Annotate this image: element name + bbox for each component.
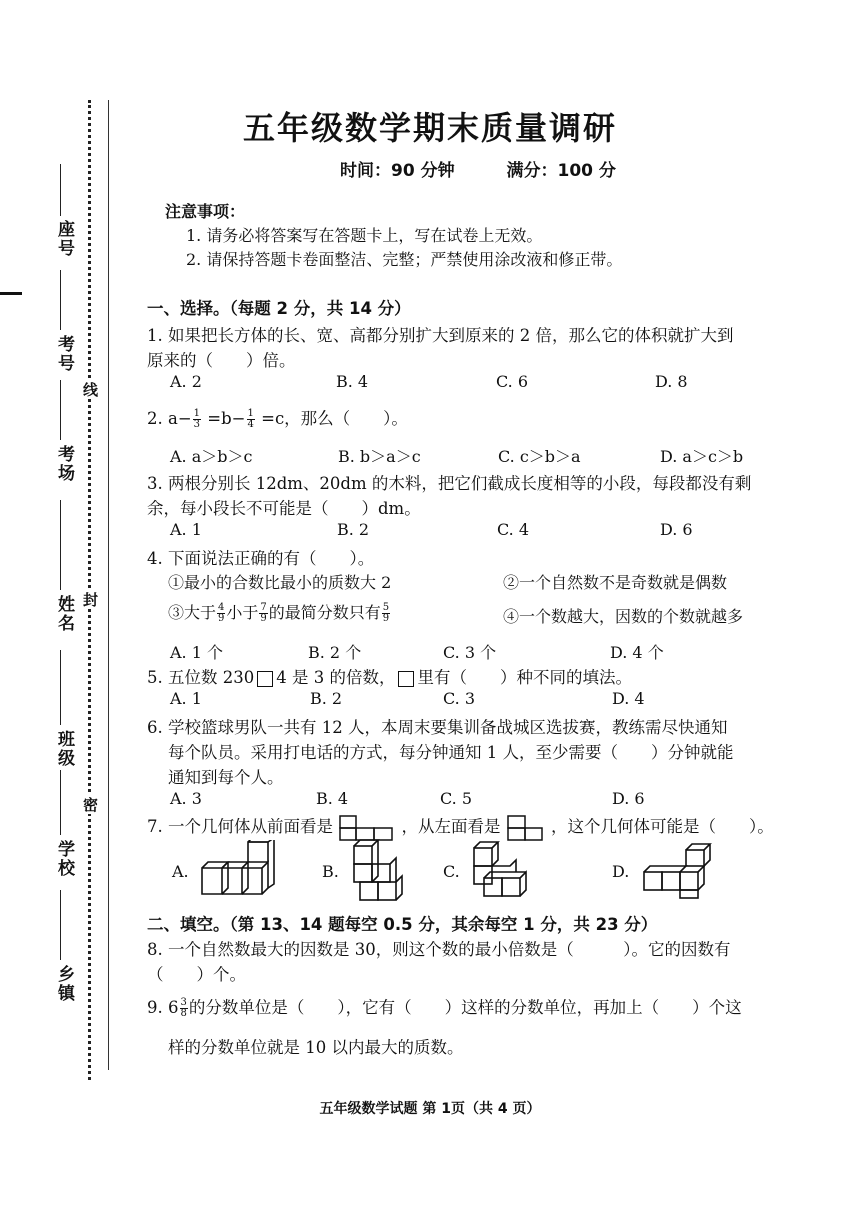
fraction-numerator: 3 [180, 997, 187, 1008]
q3-text: 余，每小段长不可能是（ ）dm。 [147, 499, 421, 518]
q6-text: 6. 学校篮球男队一共有 12 人，本周末要集训备战城区选拔赛，教练需尽快通知 [147, 718, 728, 737]
q4-text: 4. 下面说法正确的有（ ）。 [147, 549, 375, 568]
margin-label-name: 姓名 [54, 595, 74, 633]
q3-option-c: C. 4 [497, 520, 530, 539]
binding-tick [0, 292, 22, 295]
q7-option-c: C. [443, 862, 460, 881]
blank-box [257, 671, 273, 687]
q2-text [147, 405, 408, 430]
q2-option-c: C. c＞b＞a [498, 447, 581, 466]
margin-blank-name [60, 500, 61, 590]
section-2-title: 二、填空。（第 13、14 题每空 0.5 分，其余每空 1 分，共 23 分） [147, 915, 658, 934]
fraction-numerator: 7 [260, 602, 267, 613]
q4-statement-4: ④一个数越大，因数的个数就越多 [503, 607, 744, 626]
q1-text: 原来的（ ）倍。 [147, 351, 296, 370]
fraction [382, 603, 390, 624]
q4-statement-2: ②一个自然数不是奇数就是偶数 [503, 573, 728, 592]
fraction-numerator: 4 [218, 602, 225, 613]
margin-blank-seat [60, 164, 61, 216]
q5-option-c: C. 3 [443, 689, 476, 708]
q4-option-a: A. 1 个 [170, 643, 223, 662]
fraction [193, 409, 201, 430]
q2-suffix: =c，那么（ ）。 [255, 409, 408, 428]
q3-option-d: D. 6 [660, 520, 693, 539]
q9-text: 样的分数单位就是 10 以内最大的质数。 [168, 1038, 464, 1057]
fraction-numerator: 5 [382, 602, 390, 613]
margin-label-class: 班级 [54, 730, 74, 768]
page-footer: 五年级数学试题 第 1页（共 4 页） [319, 1101, 541, 1117]
fold-mark-line: 线 [81, 382, 99, 397]
q5-option-a: A. 1 [170, 689, 202, 708]
q7-option-b: B. [322, 862, 339, 881]
q6-text: 通知到每个人。 [168, 768, 284, 787]
q5-text-c: 里有（ ）种不同的填法。 [417, 668, 632, 687]
margin-blank-exam-no [60, 270, 61, 330]
exam-info [340, 156, 662, 181]
margin-label-seat: 座号 [54, 220, 74, 258]
notice-item: 2. 请保持答题卡卷面整洁、完整；严禁使用涂改液和修正带。 [186, 250, 623, 269]
cube-stack-a-icon [200, 840, 282, 898]
q9-text [147, 994, 742, 1019]
fraction [259, 603, 267, 624]
exam-score: 满分：100 分 [506, 161, 616, 181]
q2-option-d: D. a＞c＞b [660, 447, 744, 466]
fold-mark-seal: 封 [81, 592, 99, 607]
notice-heading: 注意事项： [165, 202, 246, 221]
q4-statement-1: ①最小的合数比最小的质数大 2 [168, 573, 392, 592]
margin-label-room: 考场 [54, 445, 74, 483]
q4-s3-text: ③大于 [168, 603, 217, 622]
q3-text: 3. 两根分别长 12dm、20dm 的木料，把它们截成长度相等的小段，每段都没有剩 [147, 474, 752, 493]
notice-item: 1. 请务必将答案写在答题卡上，写在试卷上无效。 [186, 226, 543, 245]
q1-option-a: A. 2 [170, 372, 202, 391]
q8-text: 8. 一个自然数最大的因数是 30，则这个数的最小倍数是（ ）。它的因数有 [147, 940, 731, 959]
q1-option-c: C. 6 [496, 372, 529, 391]
fraction-denominator: 4 [247, 419, 254, 430]
q7-option-a: A. [172, 862, 189, 881]
q7-text-a: 7. 一个几何体从前面看是 [147, 817, 333, 836]
fraction [247, 409, 255, 430]
q6-option-b: B. 4 [316, 789, 349, 808]
q1-text: 1. 如果把长方体的长、宽、高都分别扩大到原来的 2 倍，那么它的体积就扩大到 [147, 326, 734, 345]
margin-label-exam-no: 考号 [54, 335, 74, 373]
margin-label-school: 学校 [54, 840, 74, 878]
cube-stack-c-icon [470, 840, 546, 904]
q5-text [147, 664, 632, 688]
section-1-title: 一、选择。（每题 2 分，共 14 分） [147, 299, 411, 318]
fraction-denominator: 9 [218, 613, 225, 624]
q4-s3-text: 小于 [226, 603, 259, 622]
fraction-denominator: 3 [193, 419, 201, 430]
q2-option-a: A. a＞b＞c [170, 447, 253, 466]
fraction [180, 998, 188, 1019]
left-view-icon [506, 814, 546, 842]
q7-option-d: D. [612, 862, 630, 881]
margin-blank-school [60, 770, 61, 835]
cube-stack-b-icon [350, 838, 412, 904]
q4-option-d: D. 4 个 [610, 643, 664, 662]
fraction-denominator: 8 [180, 1008, 187, 1019]
q3-option-b: B. 2 [337, 520, 370, 539]
exam-time: 时间：90 分钟 [340, 161, 455, 181]
q7-text-c: ，这个几何体可能是（ ）。 [551, 817, 774, 836]
fraction-numerator: 1 [193, 408, 201, 419]
q4-s3-text: 的最简分数只有 [268, 603, 381, 622]
q9-prefix: 9. 6 [147, 998, 179, 1017]
q7-text [147, 813, 774, 842]
q2-option-b: B. b＞a＞c [338, 447, 421, 466]
q5-text-a: 5. 五位数 230 [147, 668, 255, 687]
margin-blank-class [60, 650, 61, 725]
fold-mark-secret: 密 [81, 797, 99, 812]
margin-label-town: 乡镇 [54, 965, 74, 1003]
q7-text-b: ，从左面看是 [401, 817, 501, 836]
q6-option-c: C. 5 [440, 789, 473, 808]
page-title: 五年级数学期末质量调研 [242, 109, 617, 147]
q9-suffix: 的分数单位是（ ），它有（ ）这样的分数单位，再加上（ ）个这 [188, 998, 742, 1017]
fraction [217, 603, 225, 624]
q4-option-c: C. 3 个 [443, 643, 497, 662]
q6-option-d: D. 6 [612, 789, 645, 808]
q1-option-d: D. 8 [655, 372, 688, 391]
fraction-numerator: 1 [247, 408, 254, 419]
binding-rule [108, 100, 109, 1070]
q2-mid: =b− [202, 409, 246, 428]
q5-option-d: D. 4 [612, 689, 645, 708]
q6-option-a: A. 3 [170, 789, 202, 808]
q5-text-b: 4 是 3 的倍数， [276, 668, 396, 687]
q4-option-b: B. 2 个 [308, 643, 362, 662]
blank-box [398, 671, 414, 687]
fraction-denominator: 9 [382, 613, 390, 624]
q1-option-b: B. 4 [336, 372, 369, 391]
margin-blank-town [60, 890, 61, 960]
q8-text: （ ）个。 [147, 965, 246, 984]
q4-statement-3 [168, 600, 391, 624]
q2-prefix: 2. a− [147, 409, 192, 428]
q3-option-a: A. 1 [170, 520, 202, 539]
cube-stack-d-icon [642, 842, 722, 900]
q6-text: 每个队员。采用打电话的方式，每分钟通知 1 人，至少需要（ ）分钟就能 [168, 743, 734, 762]
margin-blank-room [60, 380, 61, 440]
q5-option-b: B. 2 [310, 689, 343, 708]
fraction-denominator: 9 [260, 613, 267, 624]
